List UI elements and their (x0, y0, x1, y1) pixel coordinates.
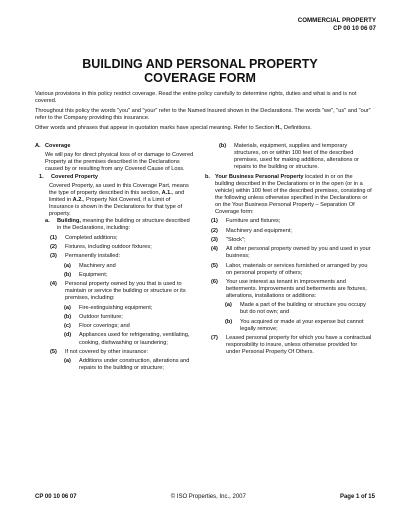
list-item: (7) Leased personal property for which you have a contractual responsibility to insure, unless otherwise provided for under Personal Property Of Others. (211, 335, 372, 356)
title-line-1: BUILDING AND PERSONAL PROPERTY (82, 57, 318, 71)
list-item: (1) Furniture and fixtures; (211, 218, 281, 225)
section-a-heading: A. Coverage (35, 143, 71, 149)
form-header (298, 17, 376, 32)
item-b-business-personal-property: b. Your Business Personal Property located in or on the building described in the Declarations or in the open (or in a vehicle) within 100 feet of the described premises, consisting of the following unless otherwise specified in the Declarations or on the Your Business Personal Property – Separation Of Coverage form: (205, 173, 372, 216)
list-item: (5) Labor, materials or services furnished or arranged by you on personal property of others; (211, 262, 368, 276)
item-a-building: a. Building, meaning the building or structure described in the Declarations, including: (45, 218, 190, 232)
list-subitem: (a) Fire-extinguishing equipment; (64, 304, 153, 311)
footer-form-number: CP 00 10 06 07 (35, 494, 77, 500)
list-item: (2) Machinery and equipment; (211, 227, 292, 234)
section-1-heading: 1. Covered Property (39, 173, 98, 180)
list-item: (4) All other personal property owned by you and used in your business; (211, 246, 371, 260)
title-line-2: COVERAGE FORM (144, 71, 256, 85)
form-line-of-business: COMMERCIAL PROPERTY (297, 17, 376, 24)
list-subitem: (d) Appliances used for refrigerating, ventilating, cooking, dishwashing or laundering; (64, 332, 190, 346)
list-subitem: (b) Outdoor furniture; (64, 313, 123, 320)
footer-page-number: Page 1 of 15 (339, 494, 375, 500)
document-title (0, 57, 400, 85)
list-item: (5) If not covered by other insurance: (50, 348, 149, 355)
section-a-text: We will pay for direct physical loss of or damage to Covered Property at the premises described in the Declarations caused by or resulting from any Covered Cause of Loss. (45, 152, 194, 173)
list-item: (6) Your use interest as tenant in improvements and betterments. Improvements and betterments are fixtures, alterations, installations or additions: (211, 278, 367, 300)
list-subitem: (a) Additions under construction, alterations and repairs to the building or structure; (64, 358, 190, 372)
list-item: (3) Permanently installed: (50, 253, 121, 260)
list-item: (3) "Stock"; (211, 236, 246, 243)
list-subitem: (b) Equipment; (64, 271, 108, 278)
left-column (35, 143, 195, 374)
list-item: (4) Personal property owned by you that is used to maintain or service the building or structure or its premises, including: (50, 281, 186, 302)
list-item: (2) Fixtures, including outdoor fixtures; (50, 243, 152, 250)
intro-paragraph-2: Throughout this policy the words "you" and "your" refer to the Named Insured shown in the Declarations. The words "we", "us" and "our" refer to the Company providing this insurance. (35, 108, 371, 122)
footer-copyright: © ISO Properties, Inc., 2007 (170, 494, 246, 500)
list-subitem: (c) Floor coverings; and (64, 323, 130, 330)
right-column (205, 143, 372, 359)
intro-paragraph-3: Other words and phrases that appear in quotation marks have special meaning. Refer to Section H., Definitions. (35, 125, 312, 132)
list-item: (1) Completed additions; (50, 234, 118, 241)
list-subitem: (b) Materials, equipment, supplies and temporary structures, on or within 100 feet of the described premises, used for making additions, alterations or repairs to the building or structure. (219, 143, 359, 171)
list-subitem: (b) You acquired or made at your expense but cannot legally remove; (225, 318, 364, 332)
list-subitem: (a) Made a part of the building or structure you occupy but do not own; and (225, 302, 366, 316)
section-1-text: Covered Property, as used in this Coverage Part, means the type of property described in this section, A.1., and limited in A.2., Property Not Covered, if a Limit of Insurance is shown in the Declarations for that type of property. (49, 182, 189, 218)
list-subitem: (a) Machinery and (64, 262, 116, 269)
form-number: CP 00 10 06 07 (333, 24, 376, 32)
intro-paragraph-1: Various provisions in this policy restrict coverage. Read the entire policy carefully to determine rights, duties and what is and is not covered. (35, 91, 357, 105)
intro-section (35, 91, 375, 135)
page-footer (35, 494, 375, 501)
